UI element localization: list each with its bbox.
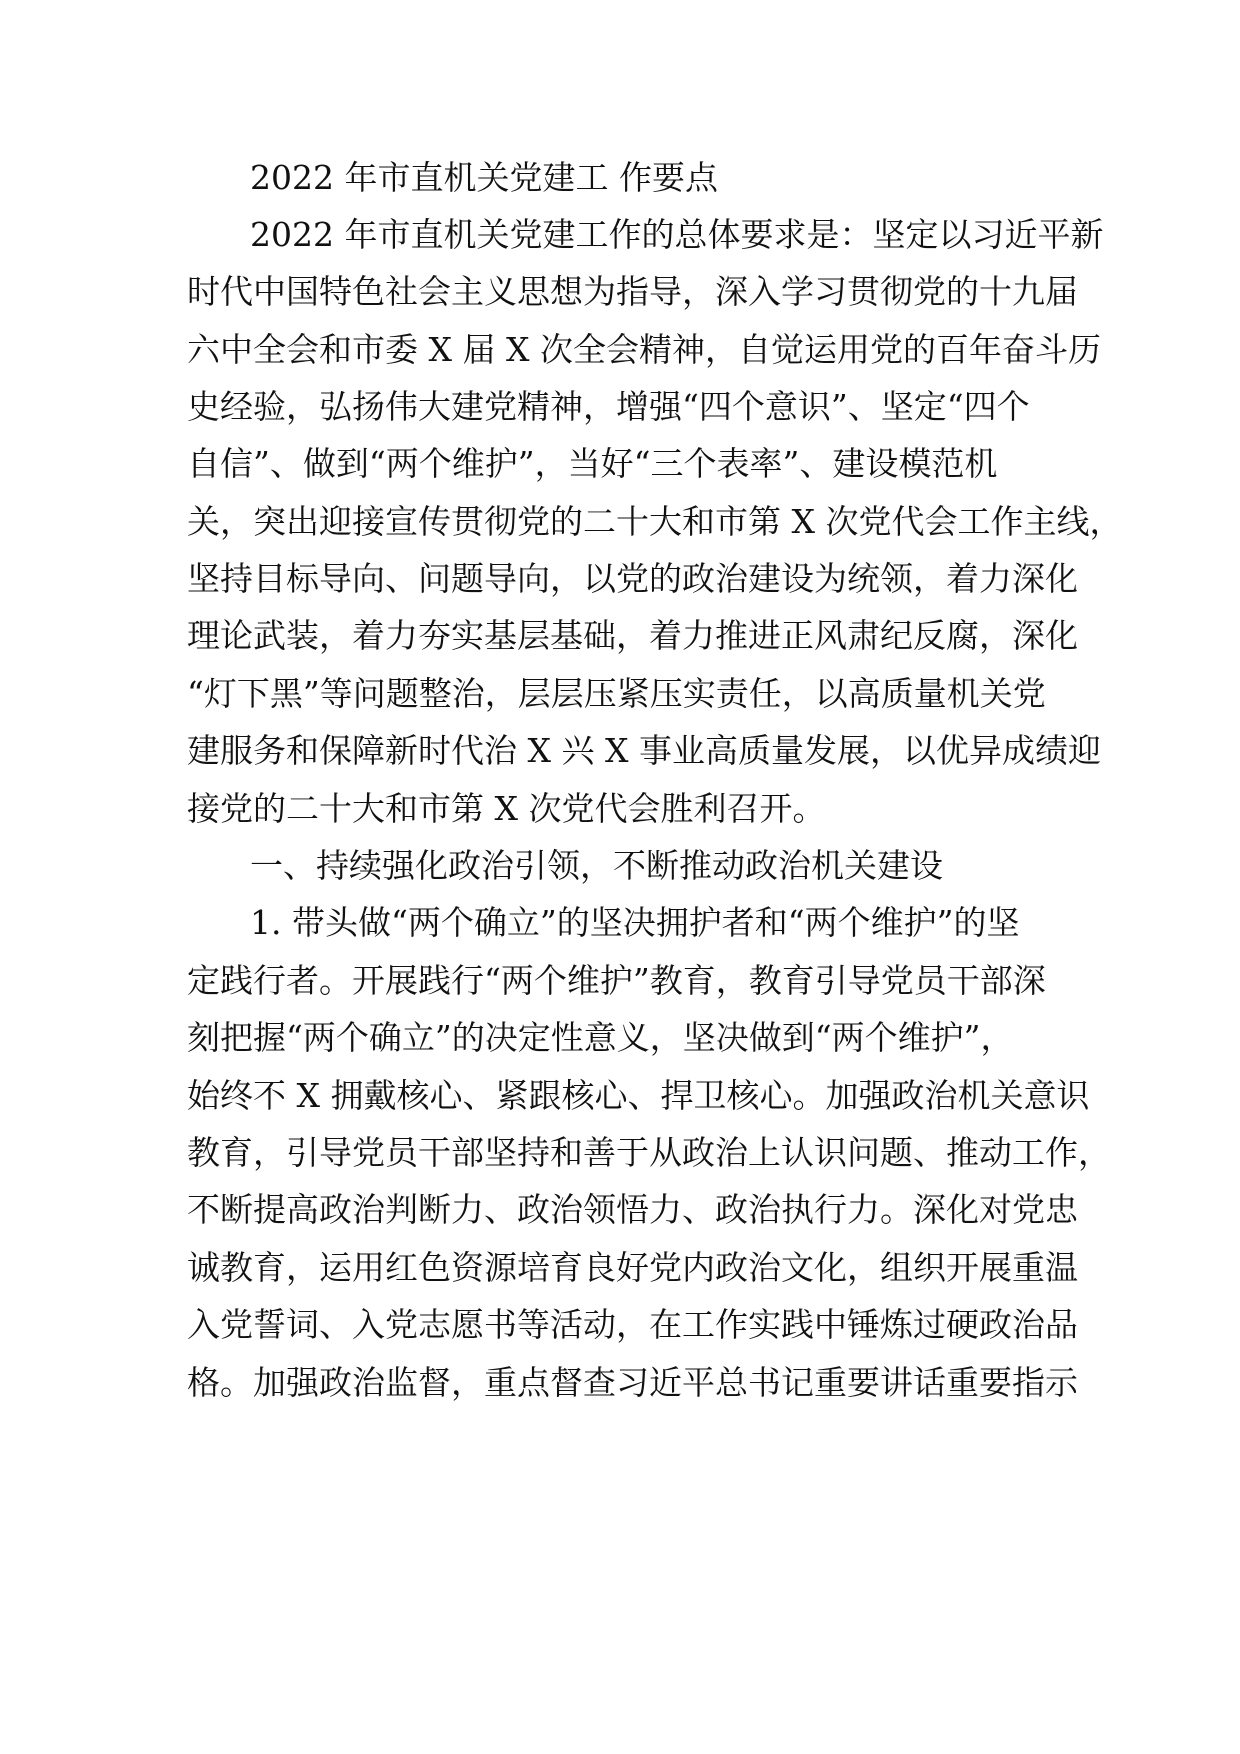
intro-line-6: 关，突出迎接宣传贯彻党的二十大和市第 X 次党代会工作主线， [187, 502, 1123, 541]
item1-line-5: 教育，引导党员干部坚持和善于从政治上认识问题、推动工作， [187, 1133, 1111, 1172]
item1-line-3: 刻把握“两个确立”的决定性意义，坚决做到“两个维护”， [187, 1018, 1014, 1057]
item1-line-6: 不断提高政治判断力、政治领悟力、政治执行力。深化对党忠 [187, 1190, 1078, 1229]
intro-line-9: “灯下黑”等问题整治，层层压紧压实责任，以高质量机关党 [187, 674, 1046, 713]
intro-line-4: 史经验，弘扬伟大建党精神，增强“四个意识”、坚定“四个 [187, 387, 1030, 426]
intro-line-11: 接党的二十大和市第 X 次党代会胜利召开。 [187, 789, 826, 828]
item1-line-7: 诚教育，运用红色资源培育良好党内政治文化，组织开展重温 [187, 1248, 1078, 1287]
intro-line-1: 2022 年市直机关党建工作的总体要求是：坚定以习近平新 [250, 215, 1104, 254]
intro-line-5: 自信”、做到“两个维护”，当好“三个表率”、建设模范机 [187, 444, 998, 483]
intro-line-3: 六中全会和市委 X 届 X 次全会精神，自觉运用党的百年奋斗历 [187, 330, 1101, 369]
document-title: 2022 年市直机关党建工 作要点 [250, 158, 718, 197]
item1-line-1: 1. 带头做“两个确立”的坚决拥护者和“两个维护”的坚 [250, 903, 1020, 942]
item1-line-4: 始终不 X 拥戴核心、紧跟核心、捍卫核心。加强政治机关意识 [187, 1076, 1090, 1115]
intro-line-10: 建服务和保障新时代治 X 兴 X 事业高质量发展，以优异成绩迎 [187, 731, 1101, 770]
intro-line-8: 理论武装，着力夯实基层基础，着力推进正风肃纪反腐，深化 [187, 616, 1078, 655]
section-heading: 一、持续强化政治引领，不断推动政治机关建设 [250, 846, 943, 885]
item1-line-2: 定践行者。开展践行“两个维护”教育，教育引导党员干部深 [187, 961, 1046, 1000]
intro-line-7: 坚持目标导向、问题导向，以党的政治建设为统领，着力深化 [187, 559, 1078, 598]
item1-line-8: 入党誓词、入党志愿书等活动，在工作实践中锤炼过硬政治品 [187, 1305, 1078, 1344]
item1-line-9: 格。加强政治监督，重点督查习近平总书记重要讲话重要指示 [187, 1363, 1078, 1402]
intro-line-2: 时代中国特色社会主义思想为指导，深入学习贯彻党的十九届 [187, 272, 1078, 311]
